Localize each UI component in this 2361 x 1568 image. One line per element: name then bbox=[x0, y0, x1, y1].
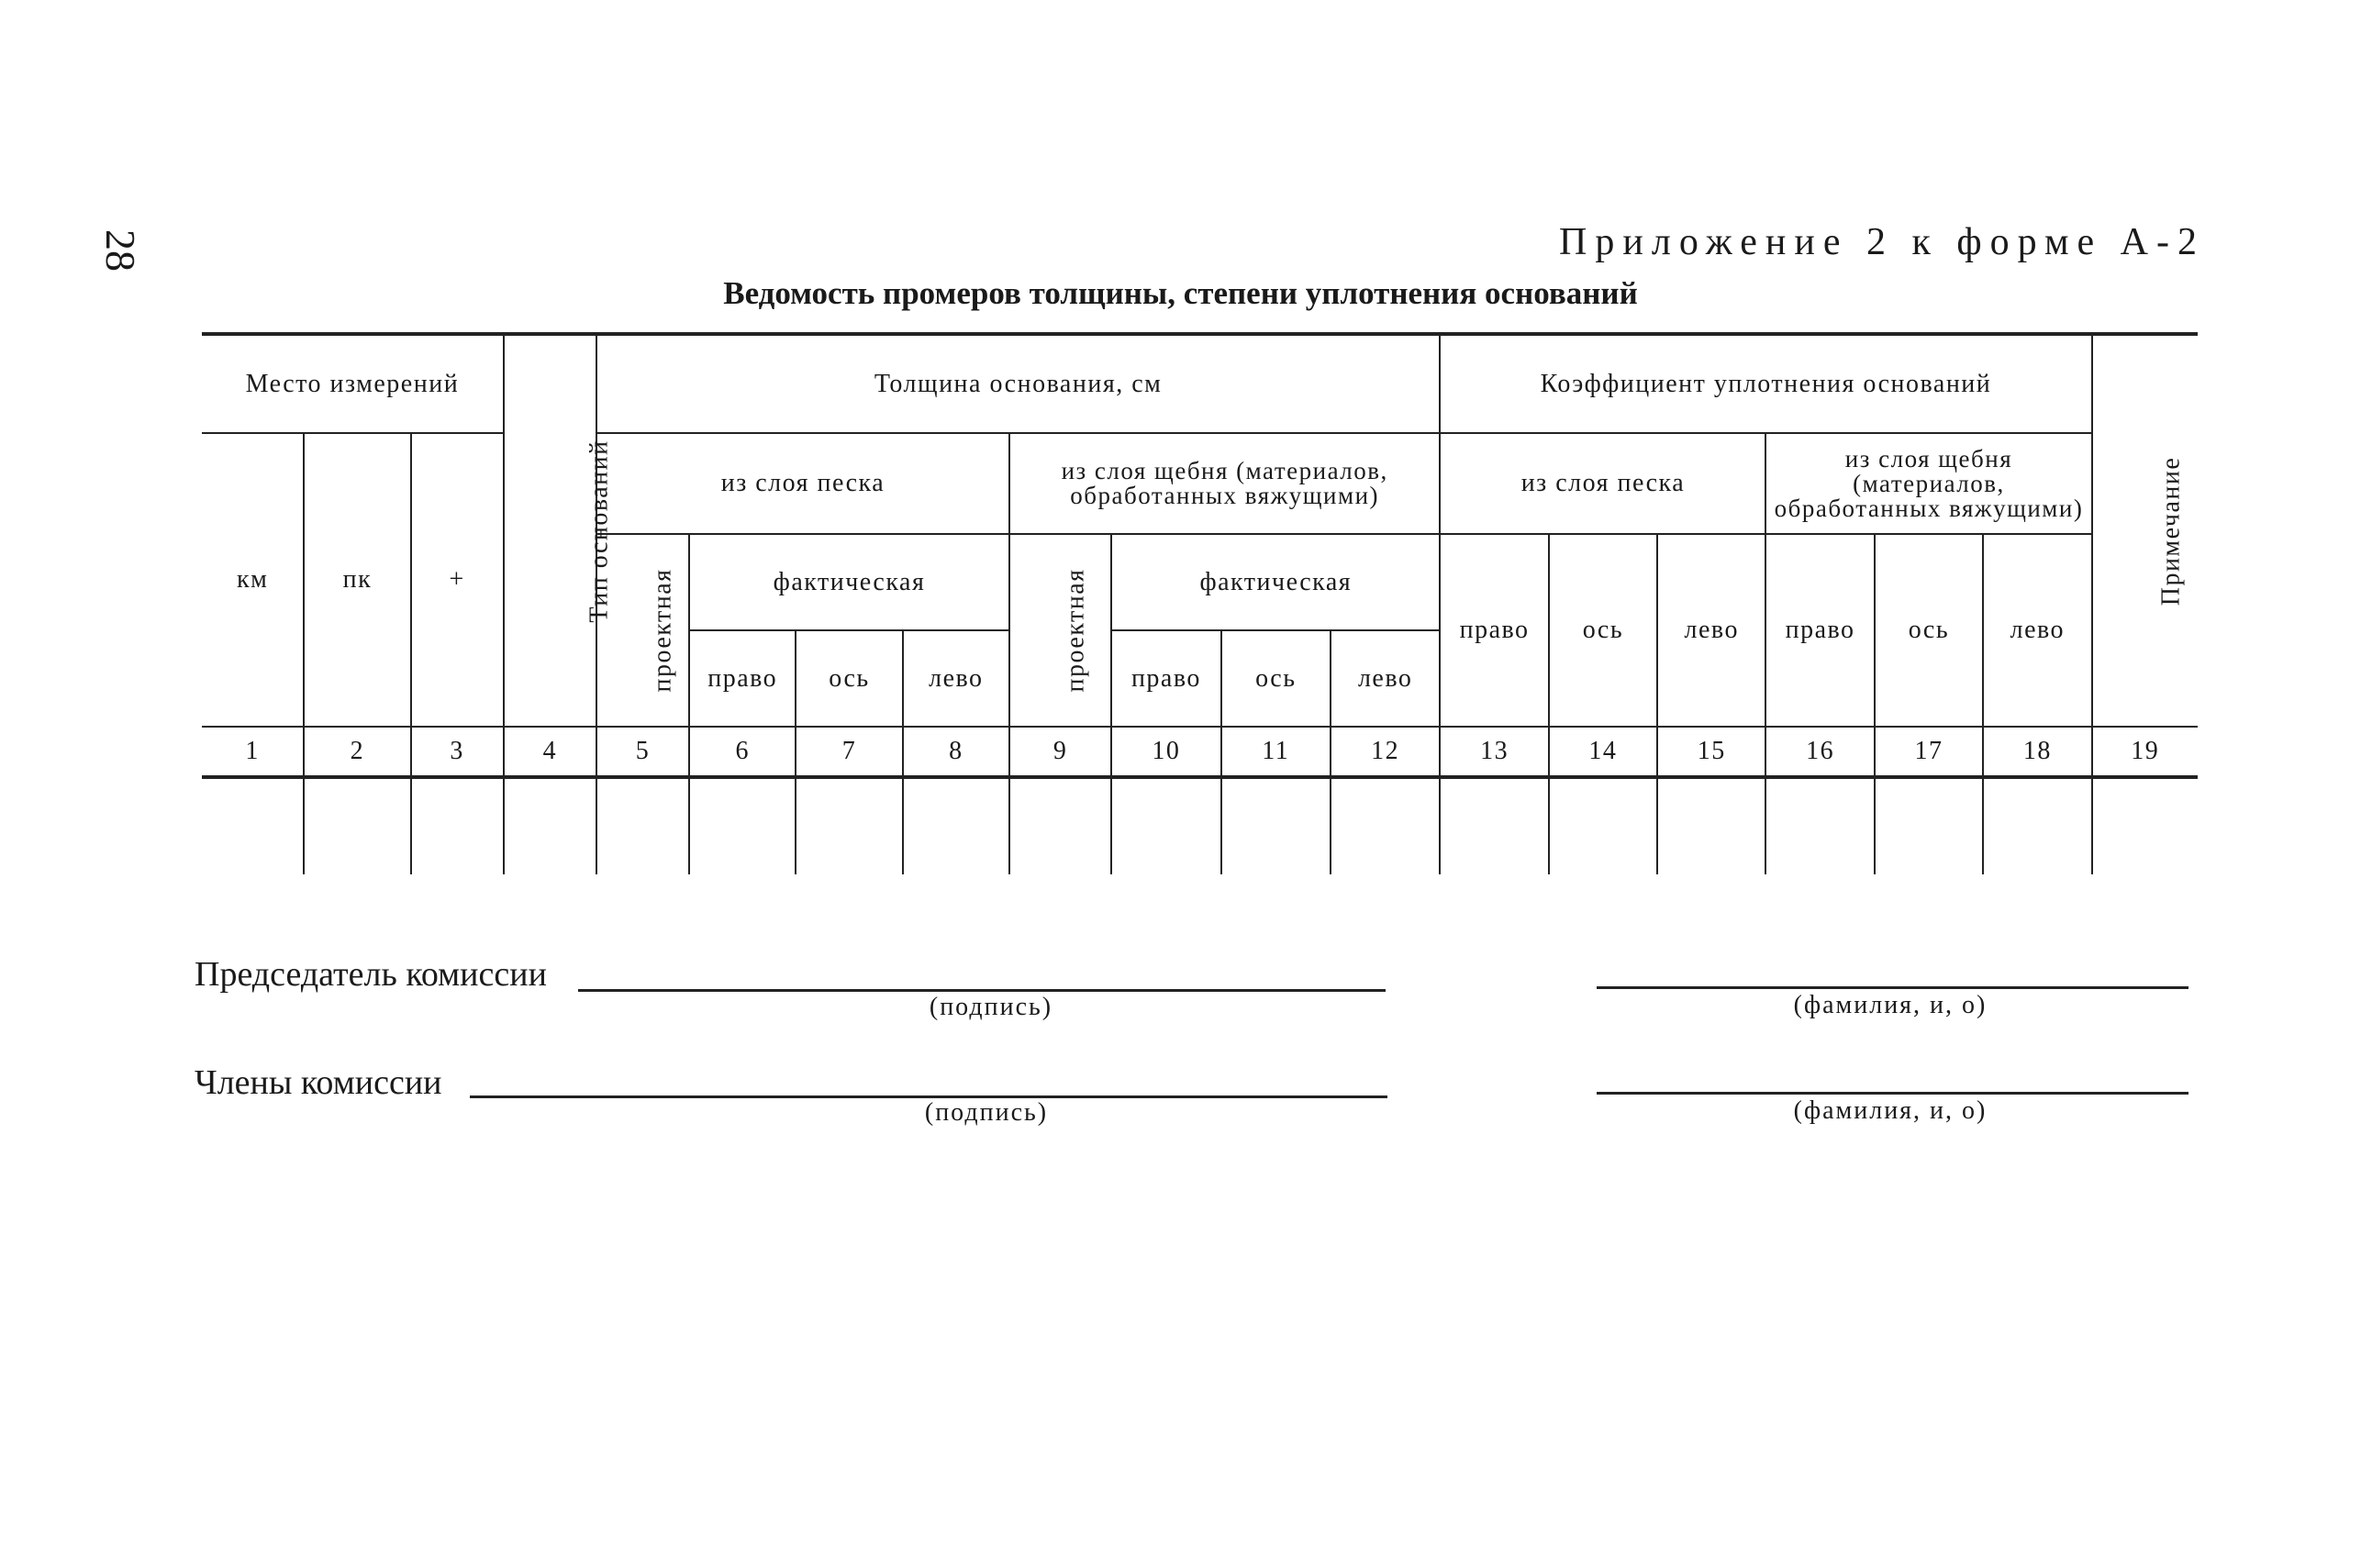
members-signature-caption: (подпись) bbox=[924, 1098, 1049, 1127]
column-number: 12 bbox=[1331, 727, 1440, 777]
entry-cell[interactable] bbox=[1875, 777, 1983, 874]
entry-cell[interactable] bbox=[202, 777, 304, 874]
entry-cell[interactable] bbox=[2092, 777, 2198, 874]
chairman-name-line[interactable] bbox=[1597, 986, 2188, 989]
thickness-sand-axis: ось bbox=[796, 630, 902, 727]
crushed-layer-thickness: из слоя щебня (материалов, обработанных вяжущими) bbox=[1009, 433, 1440, 534]
column-number: 3 bbox=[411, 727, 504, 777]
entry-cell[interactable] bbox=[411, 777, 504, 874]
chairman-signature-line[interactable] bbox=[578, 989, 1386, 992]
entry-cell[interactable] bbox=[1549, 777, 1657, 874]
compaction-header: Коэффициент уплотнения оснований bbox=[1440, 334, 2091, 433]
column-number: 5 bbox=[596, 727, 689, 777]
column-number: 11 bbox=[1221, 727, 1331, 777]
note-header: Примечание bbox=[2092, 334, 2198, 727]
crushed-layer-compaction: из слоя щебня (материалов, обработанных вяжущими) bbox=[1765, 433, 2091, 534]
column-number: 9 bbox=[1009, 727, 1111, 777]
column-number: 15 bbox=[1657, 727, 1765, 777]
entry-cell[interactable] bbox=[796, 777, 902, 874]
measurement-table bbox=[202, 332, 2198, 874]
entry-cell[interactable] bbox=[596, 777, 689, 874]
compaction-sand-axis: ось bbox=[1549, 534, 1657, 727]
compaction-crushed-left: лево bbox=[1983, 534, 2091, 727]
pk-header: пк bbox=[304, 433, 410, 727]
thickness-crushed-right: право bbox=[1111, 630, 1220, 727]
km-header: км bbox=[202, 433, 304, 727]
base-type-header: Тип оснований bbox=[504, 334, 596, 727]
compaction-crushed-axis: ось bbox=[1875, 534, 1983, 727]
column-number: 6 bbox=[689, 727, 796, 777]
design-thickness-crushed: проектная bbox=[1009, 534, 1111, 727]
page-number: 28 bbox=[97, 229, 144, 272]
entry-cell[interactable] bbox=[1331, 777, 1440, 874]
column-number: 14 bbox=[1549, 727, 1657, 777]
column-number: 2 bbox=[304, 727, 410, 777]
column-number-row bbox=[202, 727, 2198, 777]
entry-cell[interactable] bbox=[504, 777, 596, 874]
chairman-name-caption: (фамилия, и, о) bbox=[1793, 991, 1988, 1019]
entry-cell[interactable] bbox=[903, 777, 1009, 874]
column-number: 18 bbox=[1983, 727, 2091, 777]
compaction-sand-left: лево bbox=[1657, 534, 1765, 727]
column-number: 10 bbox=[1111, 727, 1220, 777]
column-number: 13 bbox=[1440, 727, 1548, 777]
column-number: 1 bbox=[202, 727, 304, 777]
sand-layer-compaction: из слоя песка bbox=[1440, 433, 1765, 534]
entry-cell[interactable] bbox=[689, 777, 796, 874]
compaction-sand-right: право bbox=[1440, 534, 1548, 727]
column-number: 16 bbox=[1765, 727, 1874, 777]
entry-cell[interactable] bbox=[1983, 777, 2091, 874]
thickness-sand-left: лево bbox=[903, 630, 1009, 727]
thickness-sand-right: право bbox=[689, 630, 796, 727]
design-thickness-sand: проектная bbox=[596, 534, 689, 727]
entry-cell[interactable] bbox=[1765, 777, 1874, 874]
place-header: Место измерений bbox=[202, 334, 504, 433]
thickness-header: Толщина основания, см bbox=[596, 334, 1441, 433]
entry-cell[interactable] bbox=[1657, 777, 1765, 874]
entry-cell[interactable] bbox=[1440, 777, 1548, 874]
column-number: 4 bbox=[504, 727, 596, 777]
actual-thickness-sand: фактическая bbox=[689, 534, 1009, 630]
chairman-signature-caption: (подпись) bbox=[929, 993, 1053, 1021]
column-number: 17 bbox=[1875, 727, 1983, 777]
column-number: 8 bbox=[903, 727, 1009, 777]
document-title: Ведомость промеров толщины, степени уплотнения оснований bbox=[723, 275, 1638, 311]
actual-thickness-crushed: фактическая bbox=[1111, 534, 1440, 630]
entry-cell[interactable] bbox=[1111, 777, 1220, 874]
entry-cell[interactable] bbox=[1221, 777, 1331, 874]
members-name-line[interactable] bbox=[1597, 1092, 2188, 1095]
column-number: 7 bbox=[796, 727, 902, 777]
members-label: Члены комиссии bbox=[195, 1063, 442, 1102]
plus-header: + bbox=[411, 433, 504, 727]
thickness-crushed-axis: ось bbox=[1221, 630, 1331, 727]
entry-cell[interactable] bbox=[304, 777, 410, 874]
chairman-label: Председатель комиссии bbox=[195, 955, 547, 994]
column-number: 19 bbox=[2092, 727, 2198, 777]
compaction-crushed-right: право bbox=[1765, 534, 1874, 727]
members-name-caption: (фамилия, и, о) bbox=[1793, 1096, 1988, 1125]
appendix-label: Приложение 2 к форме А-2 bbox=[1559, 221, 2205, 263]
entry-cell[interactable] bbox=[1009, 777, 1111, 874]
blank-entry-row bbox=[202, 777, 2198, 874]
sand-layer-thickness: из слоя песка bbox=[596, 433, 1009, 534]
thickness-crushed-left: лево bbox=[1331, 630, 1440, 727]
